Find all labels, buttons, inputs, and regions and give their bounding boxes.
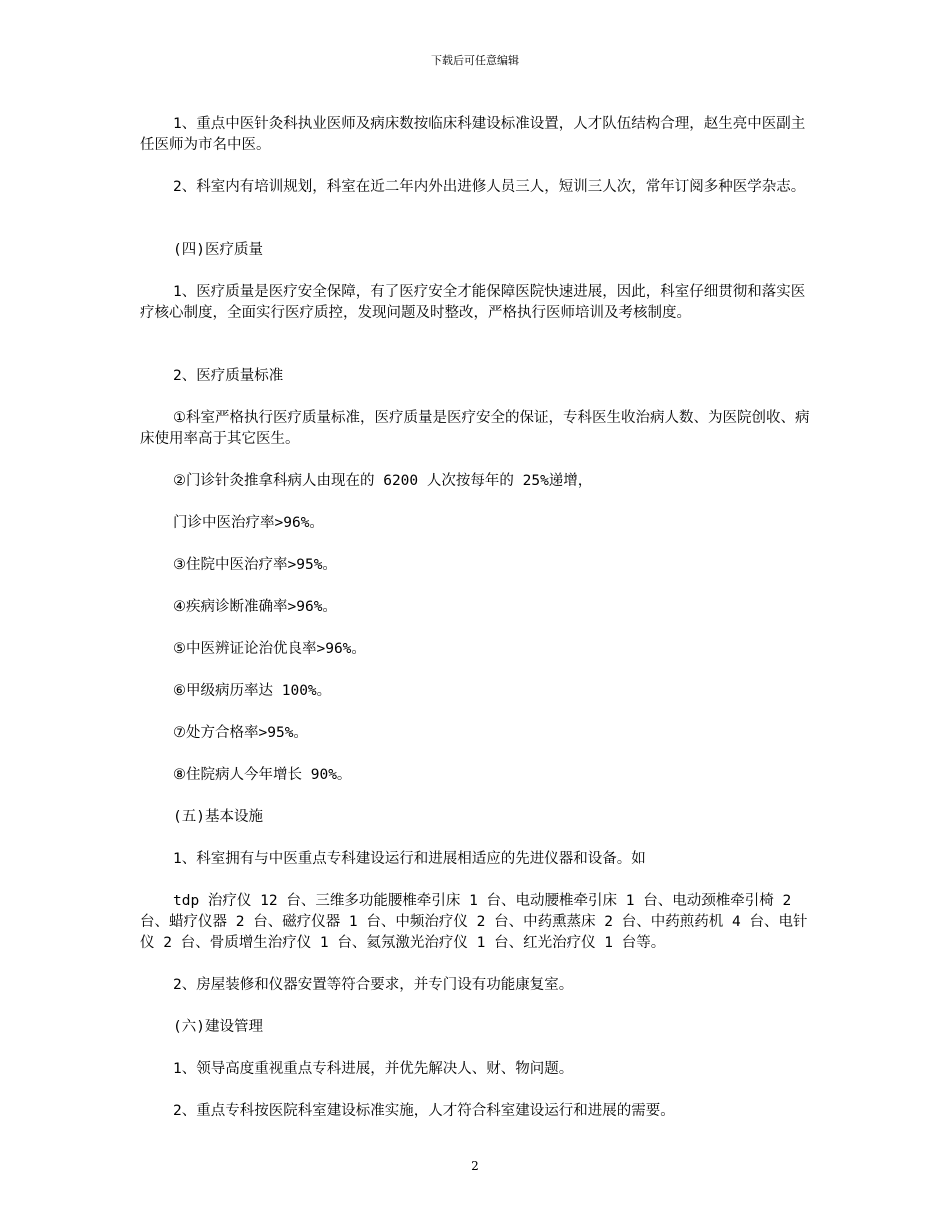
paragraph: 门诊中医治疗率>96%。 bbox=[173, 515, 324, 531]
paragraph: ②门诊针灸推拿科病人由现在的 6200 人次按每年的 25%递增， bbox=[173, 473, 593, 489]
paragraph: ⑤中医辨证论治优良率>96%。 bbox=[173, 641, 366, 657]
paragraph: 1、科室拥有与中医重点专科建设运行和进展相适应的先进仪器和设备。如 bbox=[173, 851, 646, 867]
paragraph: ④疾病诊断准确率>96%。 bbox=[173, 599, 337, 615]
paragraph: 1、重点中医针灸科执业医师及病床数按临床科建设标准设置，人才队伍结构合理，赵生亮中医副主任医师为市名中医。 bbox=[140, 116, 806, 153]
paragraph: 1、领导高度重视重点专科进展，并优先解决人、财、物问题。 bbox=[173, 1061, 574, 1077]
page-number: 2 bbox=[471, 1159, 479, 1173]
paragraph: 2、科室内有培训规划，科室在近二年内外出进修人员三人，短训三人次，常年订阅多种医学杂志。 bbox=[173, 179, 806, 195]
paragraph: 2、房屋装修和仪器安置等符合要求，并专门设有功能康复室。 bbox=[173, 977, 574, 993]
paragraph: ⑦处方合格率>95%。 bbox=[173, 725, 308, 741]
paragraph: 1、医疗质量是医疗安全保障，有了医疗安全才能保障医院快速进展，因此，科室仔细贯彻和落实医疗核心制度，全面实行医疗质控，发现问题及时整改，严格执行医师培训及考核制度。 bbox=[140, 284, 806, 321]
section-heading: (五)基本设施 bbox=[173, 809, 263, 825]
paragraph: tdp 治疗仪 12 台、三维多功能腰椎牵引床 1 台、电动腰椎牵引床 1 台、电动颈椎牵引椅 2 台、蜡疗仪器 2 台、磁疗仪器 1 台、中频治疗仪 2 台、中药熏蒸床 2 台、中药煎药机 4 台、电针仪 2 台、骨质增生治疗仪 1 台、氦氖激光治疗仪 1 台、红光治疗仪 1 台等。 bbox=[140, 893, 808, 951]
section-heading: (六)建设管理 bbox=[173, 1019, 263, 1035]
paragraph: ⑥甲级病历率达 100%。 bbox=[173, 683, 332, 699]
page-header: 下载后可任意编辑 bbox=[431, 54, 519, 67]
paragraph: ⑧住院病人今年增长 90%。 bbox=[173, 767, 352, 783]
section-heading: (四)医疗质量 bbox=[173, 242, 263, 258]
paragraph: 2、医疗质量标准 bbox=[173, 368, 284, 384]
paragraph: 2、重点专科按医院科室建设标准实施，人才符合科室建设运行和进展的需要。 bbox=[173, 1103, 675, 1119]
paragraph: ①科室严格执行医疗质量标准，医疗质量是医疗安全的保证，专科医生收治病人数、为医院创收、病床使用率高于其它医生。 bbox=[140, 410, 810, 447]
paragraph: ③住院中医治疗率>95%。 bbox=[173, 557, 337, 573]
